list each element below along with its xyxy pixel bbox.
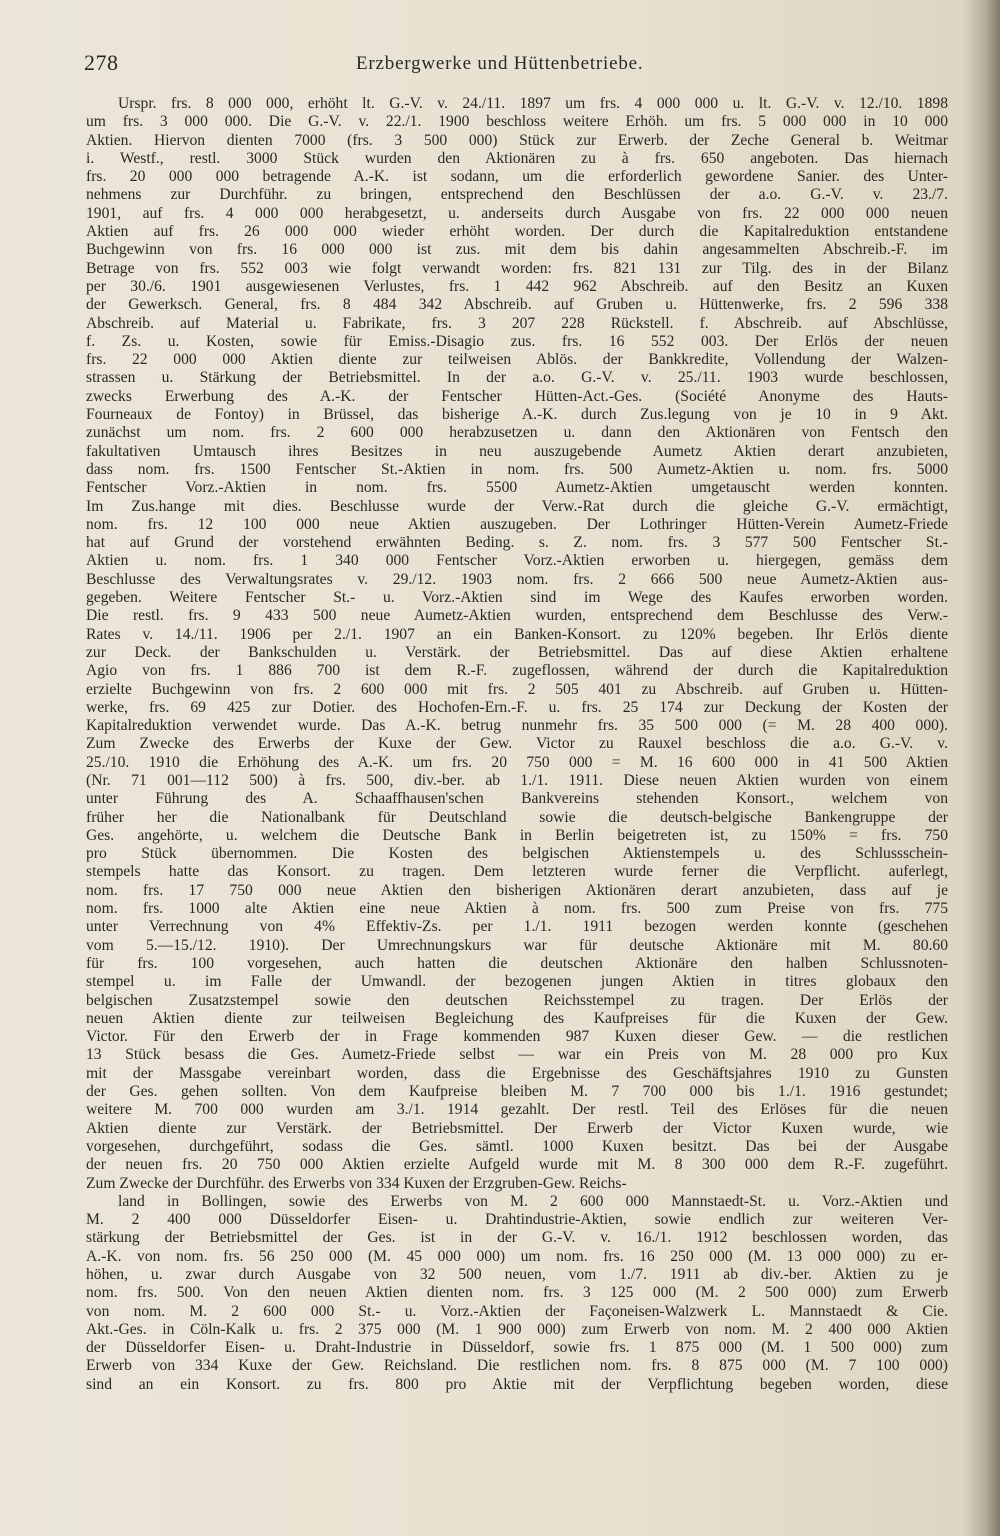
text-line: Buchgewinn von frs. 16 000 000 ist zus. mit dem bis dahin angesammelten Abschreib.-F. im xyxy=(86,241,948,259)
text-line: Betrage von frs. 552 003 wie folgt verwandt worden: frs. 821 131 zur Tilg. des in der Bilanz xyxy=(86,259,948,277)
text-line: nom. frs. 12 100 000 neue Aktien auszugeben. Der Lothringer Hütten-Verein Aumetz-Friede xyxy=(86,515,948,533)
page-number: 278 xyxy=(84,50,119,75)
text-line: zwecks Erwerbung des A.-K. der Fentscher Hütten-Act.-Ges. (Société Anonyme des Hauts- xyxy=(86,387,948,405)
text-line: M. 2 400 000 Düsseldorfer Eisen- u. Drahtindustrie-Aktien, sowie endlich zur weiteren Ver- xyxy=(86,1211,948,1229)
text-line: f. Zs. u. Kosten, sowie für Emiss.-Disagio zus. frs. 16 552 003. Der Erlös der neuen xyxy=(86,332,948,350)
text-line: nom. frs. 500. Von den neuen Aktien dienten nom. frs. 3 125 000 (M. 2 500 000) zum Erwerb xyxy=(86,1284,948,1302)
text-line: neuen Aktien diente zur teilweisen Begleichung des Kaufpreises für die Kuxen der Gew. xyxy=(86,1009,948,1027)
text-line: nom. frs. 1000 alte Aktien eine neue Aktien à nom. frs. 500 zum Preise von frs. 775 xyxy=(86,900,948,918)
text-line: frs. 22 000 000 Aktien diente zur teilweisen Ablös. der Bankkredite, Vollendung der Walzen- xyxy=(86,351,948,369)
text-line: stärkung der Betriebsmittel der Ges. ist in der G.-V. v. 16./1. 1912 beschlossen worden, das xyxy=(86,1229,948,1247)
running-head xyxy=(84,50,944,76)
text-line: Im Zus.hange mit dies. Beschlusse wurde der Verw.-Rat durch die gleiche G.-V. ermächtigt, xyxy=(86,497,948,515)
text-line: Rates v. 14./11. 1906 per 2./1. 1907 an ein Banken-Konsort. zu 120% begeben. Ihr Erlös diente xyxy=(86,625,948,643)
text-line: Aktien. Hiervon dienten 7000 (frs. 3 500 000) Stück zur Erwerb. der Zeche General b. Weitmar xyxy=(86,131,948,149)
text-line: gegeben. Weitere Fentscher St.- u. Vorz.-Aktien sind im Wege des Kaufes erworben worden. xyxy=(86,589,948,607)
text-line: Zum Zwecke des Erwerbs der Kuxe der Gew. Victor zu Rauxel beschloss die a.o. G.-V. v. xyxy=(86,735,948,753)
text-line: Kapitalreduktion verwendet wurde. Das A.-K. betrug nunmehr frs. 35 500 000 (= M. 28 400 000). xyxy=(86,717,948,735)
text-line: vom 5.—15./12. 1910). Der Umrechnungskurs war für deutsche Aktionäre mit M. 80.60 xyxy=(86,936,948,954)
text-line: der Gewerksch. General, frs. 8 484 342 Abschreib. auf Gruben u. Hüttenwerke, frs. 2 596 338 xyxy=(86,296,948,314)
text-line: Zum Zwecke der Durchführ. des Erwerbs von 334 Kuxen der Erzgruben-Gew. Reichs- xyxy=(86,1174,627,1192)
text-line: Aktien u. nom. frs. 1 340 000 Fentscher Vorz.-Aktien erworben u. hiergegen, gemäss dem xyxy=(86,552,948,570)
book-spine-shadow xyxy=(964,0,1000,1536)
text-line: Beschlusse des Verwaltungsrates v. 29./12. 1903 nom. frs. 2 666 500 neue Aumetz-Aktien aus- xyxy=(86,570,948,588)
text-line: mit der Massgabe vereinbart worden, dass die Ergebnisse des Geschäftsjahres 1910 zu Gunsten xyxy=(86,1064,948,1082)
text-line: unter Verrechnung von 4% Effektiv-Zs. per 1./1. 1911 bezogen werden konnte (geschehen xyxy=(86,918,948,936)
text-line: nehmens zur Durchführ. zu bringen, entsprechend den Beschlüssen der a.o. G.-V. v. 23./7. xyxy=(86,186,948,204)
text-line: zur Deck. der Bankschulden u. Verstärk. der Betriebsmittel. Das auf diese Aktien erhaltene xyxy=(86,643,948,661)
text-line: höhen, u. zwar durch Ausgabe von 32 500 neuen, vom 1./7. 1911 ab div.-ber. Aktien zu je xyxy=(86,1266,948,1283)
text-line: Fentscher Vorz.-Aktien in nom. frs. 5500 Aumetz-Aktien umgetauscht werden konnten. xyxy=(86,479,948,497)
text-line: von nom. M. 2 600 000 St.- u. Vorz.-Aktien der Façoneisen-Walzwerk L. Mannstaedt & Cie. xyxy=(86,1302,948,1320)
text-line: stempel u. im Falle der Umwandl. der bezogenen jungen Aktien in titres globaux den xyxy=(86,973,948,991)
text-line: 25./10. 1910 die Erhöhung des A.-K. um frs. 20 750 000 = M. 16 600 000 in 41 500 Aktien xyxy=(86,753,948,771)
text-line: Aktien auf frs. 26 000 000 wieder erhöht worden. Der durch die Kapitalreduktion entstandene xyxy=(86,223,948,241)
text-line: unter Führung des A. Schaaffhausen'schen Bankvereins stehenden Konsort., welchem von xyxy=(86,790,948,808)
text-line: der Düsseldorfer Eisen- u. Draht-Industrie in Düsseldorf, sowie frs. 1 875 000 (M. 1 500 000) zum xyxy=(86,1339,948,1357)
text-line: land in Bollingen, sowie des Erwerbs von M. 2 600 000 Mannstaedt-St. u. Vorz.-Aktien und xyxy=(118,1192,948,1210)
text-line: der neuen frs. 20 750 000 Aktien erzielte Aufgeld wurde mit M. 8 300 000 dem R.-F. zugeführt. xyxy=(86,1156,948,1174)
text-line: Akt.-Ges. in Cöln-Kalk u. frs. 2 375 000 (M. 1 900 000) zum Erwerb von nom. M. 2 400 000 Aktien xyxy=(86,1320,948,1338)
text-line: erzielte Buchgewinn von frs. 2 600 000 mit frs. 2 505 401 zu Abschreib. auf Gruben u. Hütten- xyxy=(86,680,948,698)
text-line: Erwerb von 334 Kuxe der Gew. Reichsland. Die restlichen nom. frs. 8 875 000 (M. 7 100 000) xyxy=(86,1357,948,1375)
text-line: dass nom. frs. 1500 Fentscher St.-Aktien in nom. frs. 500 Aumetz-Aktien u. nom. frs. 5000 xyxy=(86,460,948,478)
text-line: Urspr. frs. 8 000 000, erhöht lt. G.-V. v. 24./11. 1897 um frs. 4 000 000 u. lt. G.-V. v. 12./10. 1898 xyxy=(118,95,948,112)
text-line: Aktien diente zur Verstärk. der Betriebsmittel. Der Erwerb der Victor Kuxen wurde, wie xyxy=(86,1119,948,1137)
text-line: hat auf Grund der vorstehend erwähnten Beding. s. Z. nom. frs. 3 577 500 Fentscher St.- xyxy=(86,534,948,552)
text-line: früher her die Nationalbank für Deutschland sowie die deutsch-belgische Bankengruppe der xyxy=(86,808,948,826)
running-head-title: Erzbergwerke und Hüttenbetriebe. xyxy=(356,53,644,74)
text-line: für frs. 100 vorgesehen, auch hatten die deutschen Aktionäre den halben Schlussnoten- xyxy=(86,954,948,972)
text-line: fakultativen Umtausch ihres Besitzes in neu auszugebende Aumetz Aktien derart anzubieten, xyxy=(86,442,948,460)
text-line: 13 Stück besass die Ges. Aumetz-Friede selbst — war ein Preis von M. 28 000 pro Kux xyxy=(86,1046,948,1064)
text-line: Victor. Für den Erwerb der in Frage kommenden 987 Kuxen dieser Gew. — die restlichen xyxy=(86,1028,948,1046)
text-line: pro Stück übernommen. Die Kosten des belgischen Aktienstempels u. des Schlussschein- xyxy=(86,845,948,863)
text-line: Abschreib. auf Material u. Fabrikate, frs. 3 207 228 Rückstell. f. Abschreib. auf Abschlüsse, xyxy=(86,314,948,332)
text-line: zunächst um nom. frs. 2 600 000 herabzusetzen u. dann den Aktionären von Fentsch den xyxy=(86,424,948,442)
text-line: werke, frs. 69 425 zur Dotier. des Hochofen-Ern.-F. u. frs. 25 174 zur Deckung der Kosten der xyxy=(86,698,948,716)
text-line: per 30./6. 1901 ausgewiesenen Verlustes, frs. 1 442 962 Abschreib. auf den Besitz an Kuxen xyxy=(86,277,948,295)
text-line: Fourneaux de Fontoy) in Brüssel, das bisherige A.-K. durch Zus.legung von je 10 in 9 Akt. xyxy=(86,406,948,424)
text-line: frs. 20 000 000 betragende A.-K. ist sodann, um die erforderlich gewordene Sanier. des Unter- xyxy=(86,168,948,186)
text-line: (Nr. 71 001—112 500) à frs. 500, div.-ber. ab 1./1. 1911. Diese neuen Aktien wurden von einem xyxy=(86,771,948,789)
text-line: weitere M. 700 000 wurden am 3./1. 1914 gezahlt. Der restl. Teil des Erlöses für die neuen xyxy=(86,1101,948,1119)
text-line: um frs. 3 000 000. Die G.-V. v. 22./1. 1900 beschloss weitere Erhöh. um frs. 5 000 000 in 10 000 xyxy=(86,113,948,131)
text-line: Ges. angehörte, u. welchem die Deutsche Bank in Berlin beigetreten ist, zu 150% = frs. 750 xyxy=(86,826,948,844)
body-text xyxy=(86,95,948,1394)
text-line: nom. frs. 17 750 000 neue Aktien den bisherigen Aktionären derart anzubieten, dass auf je xyxy=(86,881,948,899)
text-line: Agio von frs. 1 886 700 ist dem R.-F. zugeflossen, während der durch die Kapitalreduktion xyxy=(86,662,948,680)
text-line: 1901, auf frs. 4 000 000 herabgesetzt, u. anderseits durch Ausgabe von frs. 22 000 000 neuen xyxy=(86,204,948,222)
text-line: belgischen Zusatzstempel sowie den deutschen Reichsstempel zu tragen. Der Erlös der xyxy=(86,991,948,1009)
text-line: vorgesehen, durchgeführt, sodass die Ges. sämtl. 1000 Kuxen besitzt. Das bei der Ausgabe xyxy=(86,1137,948,1155)
text-line: sind an ein Konsort. zu frs. 800 pro Aktie mit der Verpflichtung begeben worden, diese xyxy=(86,1375,948,1393)
text-line: der Ges. gehen sollten. Von dem Kaufpreise bleiben M. 7 700 000 bis 1./1. 1916 gestundet; xyxy=(86,1083,948,1101)
text-line: A.-K. von nom. frs. 56 250 000 (M. 45 000 000) um nom. frs. 16 250 000 (M. 13 000 000) zu er- xyxy=(86,1247,948,1265)
text-line: Die restl. frs. 9 433 500 neue Aumetz-Aktien wurden, entsprechend dem Beschlusse des Verw.- xyxy=(86,607,948,625)
text-line: i. Westf., restl. 3000 Stück wurden den Aktionären zu à frs. 650 angeboten. Das hiernach xyxy=(86,149,948,167)
text-line: stempels hatte das Konsort. zu tragen. Dem letzteren wurde ferner die Verpflicht. auferlegt, xyxy=(86,863,948,881)
text-line: strassen u. Stärkung der Betriebsmittel. In der a.o. G.-V. v. 25./11. 1903 wurde beschlossen, xyxy=(86,369,948,387)
